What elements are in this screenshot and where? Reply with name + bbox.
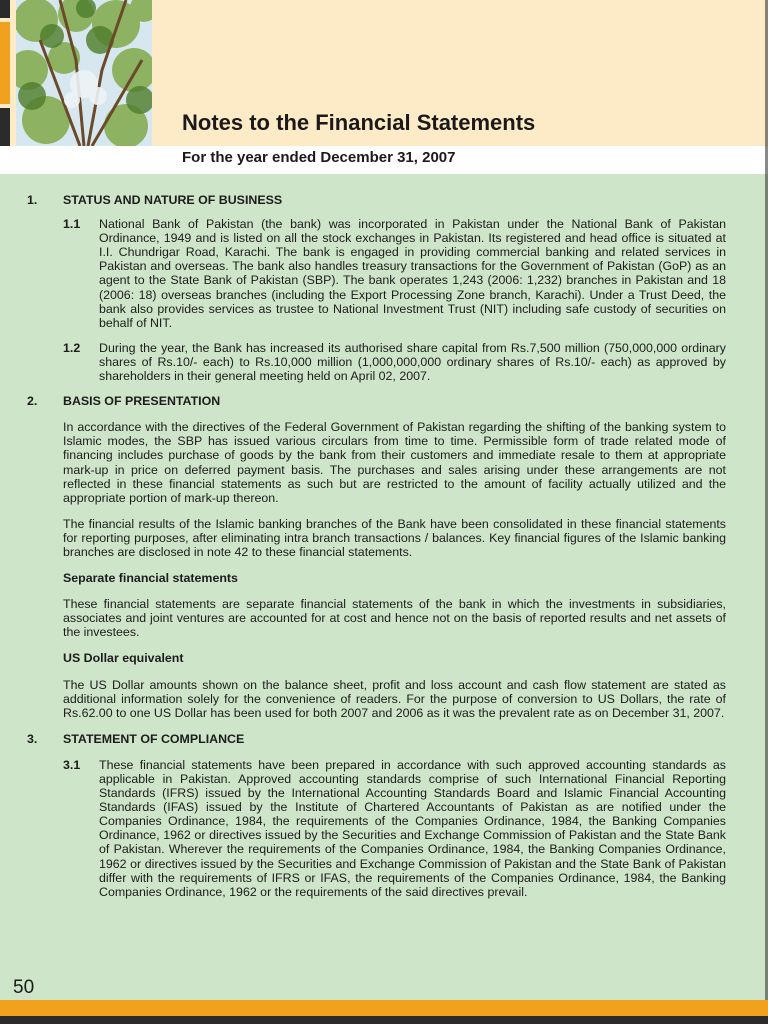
subsection-heading: US Dollar equivalent — [63, 651, 184, 666]
page-number: 50 — [13, 977, 35, 998]
note-item — [63, 217, 726, 330]
footer-dark-band — [0, 1016, 768, 1024]
subsection-heading: Separate financial statements — [63, 571, 238, 586]
note-text: National Bank of Pakistan (the bank) was incorporated in Pakistan under the National Bank of Pakistan Ordinance, 1949 and is listed on all the stock exchanges in Pakistan. Its registered and head office is situated at I.I. Chundrigar Road, Karachi. The bank is engaged in providing commercial banking and related services in Pakistan and overseas. The bank also handles treasury transactions for the Government of Pakistan (GoP) as an agent to the State Bank of Pakistan (SBP). The bank operates 1,243 (2006: 1,232) branches in Pakistan and 18 (2006: 18) overseas branches (including the Export Processing Zone branch, Karachi). Under a Trust Deed, the bank also provides services as trustee to National Investment Trust (NIT) including safe custody of securities on behalf of NIT. — [99, 217, 726, 330]
section-number: 3. — [27, 731, 38, 746]
footer-orange-band — [0, 1000, 768, 1016]
note-number: 1.2 — [63, 340, 81, 355]
page-title: Notes to the Financial Statements — [182, 110, 536, 135]
note-item — [63, 340, 726, 384]
note-number: 1.1 — [63, 217, 81, 232]
note-text: During the year, the Bank has increased its authorised share capital from Rs.7,500 million (750,000,000 ordinary shares of Rs.10/- each) to Rs.10,000 million (1,000,000,000 ordinary shares of Rs.10/- each) as approved by shareholders in their general meeting held on April 02, 2007. — [99, 340, 726, 384]
section-title: BASIS OF PRESENTATION — [63, 394, 221, 409]
paragraph: In accordance with the directives of the Federal Government of Pakistan regarding the shifting of the banking system to Islamic modes, the SBP has issued various circulars from time to time. Permissible form of trade related mode of financing includes purchase of goods by the bank from their customers and immediate resale to them at appropriate mark-up in price on deferred payment basis. The purchases and sales arising under these arrangements are not reflected in these financial statements as such but are restricted to the amount of facility actually utilized and the appropriate portion of mark-up thereon. — [63, 420, 726, 505]
section-heading — [0, 732, 768, 746]
section-number: 2. — [27, 394, 38, 409]
notes-content — [0, 193, 768, 910]
section-number: 1. — [27, 193, 38, 207]
section-title: STATEMENT OF COMPLIANCE — [63, 731, 245, 746]
paragraph: These financial statements are separate financial statements of the bank in which the investments in subsidiaries, associates and joint ventures are accounted for at cost and hence not on the basis of reported results and net assets of the investees. — [63, 597, 726, 640]
section-title: STATUS AND NATURE OF BUSINESS — [63, 193, 283, 207]
paragraph: The financial results of the Islamic banking branches of the Bank have been consolidated in these financial statements for reporting purposes, after eliminating intra branch transactions / balances. Key financial figures of the Islamic banking branches are disclosed in note 42 to these financial statements. — [63, 516, 726, 559]
left-color-strip — [0, 0, 10, 146]
page-subtitle: For the year ended December 31, 2007 — [182, 149, 456, 166]
section-heading — [0, 193, 768, 207]
note-item — [63, 757, 726, 899]
paragraph: The US Dollar amounts shown on the balance sheet, profit and loss account and cash flow statement are stated as additional information solely for the convenience of readers. For the purpose of conversion to US Dollars, the rate of Rs.62.00 to one US Dollar has been used for both 2007 and 2006 as it was the prevalent rate as on December 31, 2007. — [63, 677, 726, 720]
section-heading — [0, 394, 768, 408]
tree-canopy-photo — [16, 0, 152, 146]
note-text: These financial statements have been prepared in accordance with such approved accounting standards as applicable in Pakistan. Approved accounting standards comprise of such International Financial Reporting Standards (IFRS) issued by the International Accounting Standards Board and Islamic Financial Accounting Standards (IFAS) issued by the Institute of Chartered Accountants of Pakistan as are notified under the Companies Ordinance, 1984, the requirements of the Companies Ordinance, 1984, the Banking Companies Ordinance, 1962 or directives issued by the Securities and Exchange Commission of Pakistan and the State Bank of Pakistan. Wherever the requirements of the Companies Ordinance, 1984, the Banking Companies Ordinance, 1962 or directives issued by the Securities and Exchange Commission of Pakistan and the State Bank of Pakistan differ with the requirements of IFRS or IFAS, the requirements of the Companies Ordinance, 1984, the Banking Companies Ordinance, 1962 or the requirements of the said directives prevail. — [99, 757, 726, 899]
note-number: 3.1 — [63, 757, 81, 772]
